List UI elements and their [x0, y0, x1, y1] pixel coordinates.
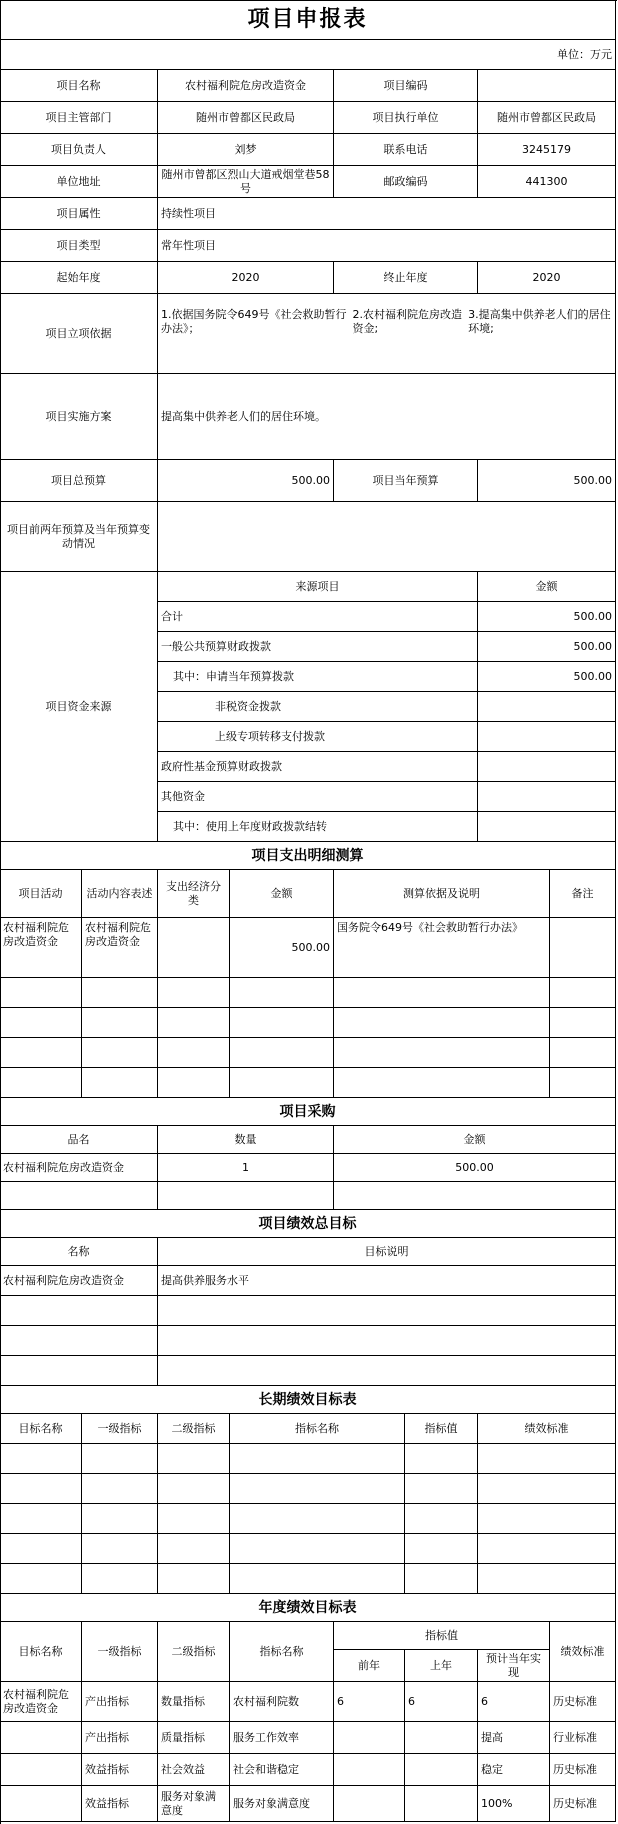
longterm-header: 指标值 [405, 1414, 478, 1444]
purchase-cell: 500.00 [334, 1154, 616, 1182]
annual-std: 历史标准 [550, 1682, 616, 1722]
longterm-cell [0, 1474, 82, 1504]
expense-cell: 500.00 [230, 918, 334, 978]
purchase-header: 品名 [0, 1126, 158, 1154]
longterm-cell [158, 1534, 230, 1564]
expense-cell [158, 1068, 230, 1098]
section-title-purchase: 项目采购 [0, 1098, 616, 1126]
longterm-cell [0, 1504, 82, 1534]
annual-l2: 质量指标 [158, 1722, 230, 1754]
annual-target-empty [0, 1722, 82, 1754]
label-phone: 联系电话 [334, 134, 478, 166]
fund-row-name: 上级专项转移支付拨款 [158, 722, 478, 752]
expense-cell [0, 1068, 82, 1098]
label-address: 单位地址 [0, 166, 158, 198]
annual-cur: 提高 [478, 1722, 550, 1754]
annual-header-target: 目标名称 [0, 1622, 82, 1682]
annual-cur: 100% [478, 1786, 550, 1822]
fund-row-amount [478, 692, 616, 722]
goal-cell [0, 1356, 158, 1386]
longterm-cell [230, 1564, 405, 1594]
unit-label: 单位：万元 [0, 40, 616, 70]
fund-row-amount [478, 812, 616, 842]
expense-header: 项目活动 [0, 870, 82, 918]
expense-cell [82, 1068, 158, 1098]
value-leader: 刘梦 [158, 134, 334, 166]
fund-row-name: 非税资金拨款 [158, 692, 478, 722]
annual-l1: 产出指标 [82, 1682, 158, 1722]
expense-cell [82, 1008, 158, 1038]
goal-cell: 农村福利院危房改造资金 [0, 1266, 158, 1296]
expense-cell [334, 1068, 550, 1098]
longterm-cell [82, 1534, 158, 1564]
label-project-code: 项目编码 [334, 70, 478, 102]
longterm-cell [0, 1564, 82, 1594]
label-prev-budget: 项目前两年预算及当年预算变动情况 [0, 502, 158, 572]
longterm-cell [478, 1564, 616, 1594]
annual-last [405, 1722, 478, 1754]
annual-l2: 服务对象满意度 [158, 1786, 230, 1822]
value-prev-budget [158, 502, 616, 572]
annual-header-l2: 二级指标 [158, 1622, 230, 1682]
goal-cell [158, 1356, 616, 1386]
annual-header-l1: 一级指标 [82, 1622, 158, 1682]
label-plan: 项目实施方案 [0, 374, 158, 460]
annual-name: 社会和谐稳定 [230, 1754, 334, 1786]
expense-cell [82, 1038, 158, 1068]
section-title-longterm: 长期绩效目标表 [0, 1386, 616, 1414]
annual-l2: 社会效益 [158, 1754, 230, 1786]
expense-cell [550, 1038, 616, 1068]
label-exec-unit: 项目执行单位 [334, 102, 478, 134]
value-end: 2020 [478, 262, 616, 294]
fund-row-name: 其他资金 [158, 782, 478, 812]
annual-prev [334, 1786, 405, 1822]
label-postcode: 邮政编码 [334, 166, 478, 198]
section-title-goal: 项目绩效总目标 [0, 1210, 616, 1238]
longterm-cell [0, 1444, 82, 1474]
annual-l1: 产出指标 [82, 1722, 158, 1754]
purchase-cell [334, 1182, 616, 1210]
annual-l1: 效益指标 [82, 1786, 158, 1822]
goal-cell [158, 1296, 616, 1326]
fund-row-amount [478, 782, 616, 812]
goal-header: 名称 [0, 1238, 158, 1266]
annual-header-cur: 预计当年实现 [478, 1650, 550, 1682]
expense-cell [334, 1008, 550, 1038]
expense-cell: 农村福利院危房改造资金 [82, 918, 158, 978]
expense-cell [334, 1038, 550, 1068]
basis-line: 1.依据国务院令649号《社会救助暂行办法》； [161, 308, 347, 335]
longterm-cell [230, 1474, 405, 1504]
annual-last [405, 1754, 478, 1786]
longterm-cell [405, 1564, 478, 1594]
longterm-cell [158, 1444, 230, 1474]
longterm-cell [82, 1474, 158, 1504]
longterm-cell [405, 1504, 478, 1534]
label-start: 起始年度 [0, 262, 158, 294]
value-start: 2020 [158, 262, 334, 294]
annual-std: 历史标准 [550, 1754, 616, 1786]
fund-head-amount: 金额 [478, 572, 616, 602]
longterm-cell [158, 1564, 230, 1594]
expense-cell [230, 1068, 334, 1098]
label-leader: 项目负责人 [0, 134, 158, 166]
annual-header-std: 绩效标准 [550, 1622, 616, 1682]
fund-row-amount: 500.00 [478, 662, 616, 692]
basis-line: 3.提高集中供养老人们的居住环境; [468, 308, 611, 335]
goal-cell [158, 1326, 616, 1356]
longterm-cell [405, 1474, 478, 1504]
fund-head-source: 来源项目 [158, 572, 478, 602]
expense-cell: 农村福利院危房改造资金 [0, 918, 82, 978]
value-postcode: 441300 [478, 166, 616, 198]
longterm-cell [478, 1534, 616, 1564]
label-fund-source: 项目资金来源 [0, 572, 158, 842]
longterm-cell [158, 1474, 230, 1504]
value-dept: 随州市曾都区民政局 [158, 102, 334, 134]
label-end: 终止年度 [334, 262, 478, 294]
label-type: 项目类型 [0, 230, 158, 262]
expense-cell [158, 918, 230, 978]
label-budget: 项目总预算 [0, 460, 158, 502]
fund-row-name: 其中：申请当年预算拨款 [158, 662, 478, 692]
expense-cell [158, 1038, 230, 1068]
value-phone: 3245179 [478, 134, 616, 166]
longterm-cell [405, 1444, 478, 1474]
expense-cell [158, 1008, 230, 1038]
annual-last: 6 [405, 1682, 478, 1722]
expense-cell [230, 1008, 334, 1038]
value-address: 随州市曾都区烈山大道戒烟堂巷58号 [158, 166, 334, 198]
annual-target-empty [0, 1754, 82, 1786]
label-cur-budget: 项目当年预算 [334, 460, 478, 502]
value-plan: 提高集中供养老人们的居住环境。 [158, 374, 616, 460]
longterm-cell [82, 1564, 158, 1594]
expense-cell: 国务院令649号《社会救助暂行办法》 [334, 918, 550, 978]
expense-cell [82, 978, 158, 1008]
annual-name: 农村福利院数 [230, 1682, 334, 1722]
purchase-cell [158, 1182, 334, 1210]
annual-header-name: 指标名称 [230, 1622, 334, 1682]
annual-prev [334, 1754, 405, 1786]
value-cur-budget: 500.00 [478, 460, 616, 502]
purchase-cell: 农村福利院危房改造资金 [0, 1154, 158, 1182]
fund-row-name: 一般公共预算财政拨款 [158, 632, 478, 662]
annual-target-name: 农村福利院危房改造资金 [0, 1682, 82, 1722]
annual-name: 服务对象满意度 [230, 1786, 334, 1822]
annual-std: 历史标准 [550, 1786, 616, 1822]
expense-header: 测算依据及说明 [334, 870, 550, 918]
annual-prev [334, 1722, 405, 1754]
expense-cell [230, 1038, 334, 1068]
expense-header: 活动内容表述 [82, 870, 158, 918]
value-project-name: 农村福利院危房改造资金 [158, 70, 334, 102]
value-basis [158, 294, 616, 374]
fund-row-amount: 500.00 [478, 602, 616, 632]
label-attr: 项目属性 [0, 198, 158, 230]
value-exec-unit: 随州市曾都区民政局 [478, 102, 616, 134]
fund-row-name: 合计 [158, 602, 478, 632]
expense-cell [158, 978, 230, 1008]
label-dept: 项目主管部门 [0, 102, 158, 134]
longterm-cell [405, 1534, 478, 1564]
longterm-cell [478, 1474, 616, 1504]
annual-std: 行业标准 [550, 1722, 616, 1754]
goal-cell [0, 1326, 158, 1356]
longterm-cell [230, 1534, 405, 1564]
annual-header-value: 指标值 [334, 1622, 550, 1650]
fund-row-name: 政府性基金预算财政拨款 [158, 752, 478, 782]
expense-cell [230, 978, 334, 1008]
annual-header-prev: 前年 [334, 1650, 405, 1682]
value-attr: 持续性项目 [158, 198, 616, 230]
expense-header: 金额 [230, 870, 334, 918]
label-project-name: 项目名称 [0, 70, 158, 102]
section-title-expense: 项目支出明细测算 [0, 842, 616, 870]
purchase-header: 数量 [158, 1126, 334, 1154]
longterm-cell [82, 1504, 158, 1534]
value-project-code [478, 70, 616, 102]
page-title: 项目申报表 [0, 0, 616, 40]
longterm-header: 指标名称 [230, 1414, 405, 1444]
expense-header: 支出经济分类 [158, 870, 230, 918]
label-basis: 项目立项依据 [0, 294, 158, 374]
expense-cell [550, 1008, 616, 1038]
annual-name: 服务工作效率 [230, 1722, 334, 1754]
purchase-cell [0, 1182, 158, 1210]
longterm-cell [478, 1444, 616, 1474]
fund-row-amount: 500.00 [478, 632, 616, 662]
longterm-header: 一级指标 [82, 1414, 158, 1444]
goal-cell [0, 1296, 158, 1326]
annual-target-empty [0, 1786, 82, 1822]
longterm-header: 二级指标 [158, 1414, 230, 1444]
annual-header-last: 上年 [405, 1650, 478, 1682]
section-title-annual: 年度绩效目标表 [0, 1594, 616, 1622]
fund-row-amount [478, 722, 616, 752]
longterm-cell [0, 1534, 82, 1564]
value-budget: 500.00 [158, 460, 334, 502]
basis-line: 2.农村福利院危房改造资金; [352, 308, 463, 335]
fund-row-name: 其中：使用上年度财政拨款结转 [158, 812, 478, 842]
purchase-header: 金额 [334, 1126, 616, 1154]
longterm-header: 绩效标准 [478, 1414, 616, 1444]
longterm-cell [230, 1444, 405, 1474]
value-type: 常年性项目 [158, 230, 616, 262]
expense-cell [550, 918, 616, 978]
expense-cell [550, 1068, 616, 1098]
annual-prev: 6 [334, 1682, 405, 1722]
purchase-cell: 1 [158, 1154, 334, 1182]
annual-cur: 稳定 [478, 1754, 550, 1786]
expense-cell [334, 978, 550, 1008]
longterm-cell [478, 1504, 616, 1534]
expense-cell [0, 1038, 82, 1068]
goal-cell: 提高供养服务水平 [158, 1266, 616, 1296]
longterm-cell [158, 1504, 230, 1534]
longterm-cell [82, 1444, 158, 1474]
fund-row-amount [478, 752, 616, 782]
expense-header: 备注 [550, 870, 616, 918]
annual-l1: 效益指标 [82, 1754, 158, 1786]
goal-header: 目标说明 [158, 1238, 616, 1266]
annual-cur: 6 [478, 1682, 550, 1722]
longterm-header: 目标名称 [0, 1414, 82, 1444]
expense-cell [0, 1008, 82, 1038]
expense-cell [0, 978, 82, 1008]
expense-cell [550, 978, 616, 1008]
longterm-cell [230, 1504, 405, 1534]
annual-last [405, 1786, 478, 1822]
annual-l2: 数量指标 [158, 1682, 230, 1722]
